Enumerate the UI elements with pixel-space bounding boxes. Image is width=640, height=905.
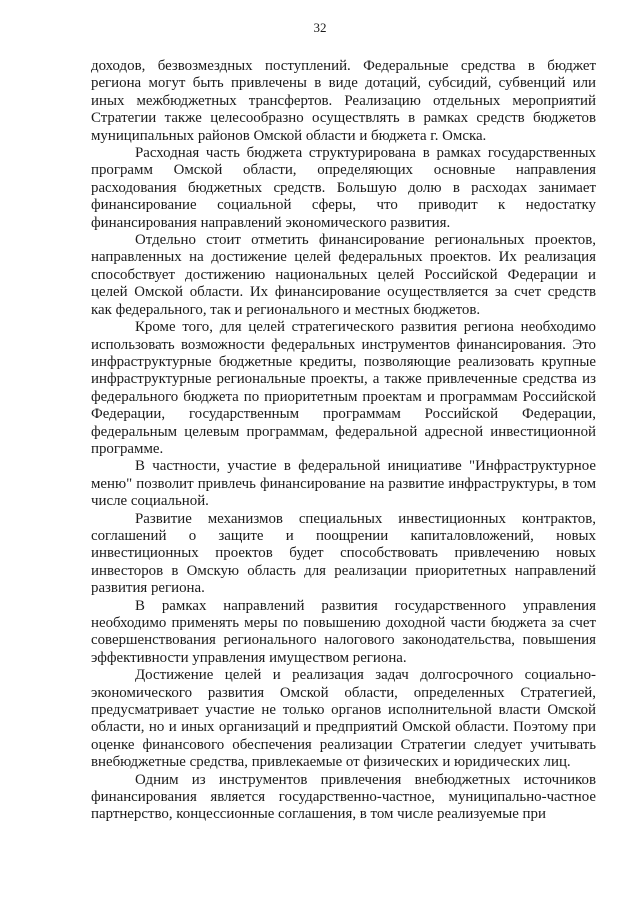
paragraph-4: Кроме того, для целей стратегического развития региона необходимо использовать возможности федеральных инструментов финансирования. Это инфраструктурные бюджетные кредиты, позволяющие реализовать крупные инфраструктурные региональные проекты, а также привлеченные средства из федерального бюджета по приоритетным проектам и программам Российской Федерации, государственным программам Российской Федерации, федеральным целевым программам, федеральной адресной инвестиционной программе. <box>91 319 596 457</box>
paragraph-6: Развитие механизмов специальных инвестиционных контрактов, соглашений о защите и поощрении капиталовложений, новых инвестиционных проектов будет способствовать привлечению новых инвесторов в Омскую область для реализации приоритетных направлений развития региона. <box>91 510 596 597</box>
paragraph-5: В частности, участие в федеральной инициативе "Инфраструктурное меню" позволит привлечь финансирование на развитие инфраструктуры, в том числе социальной. <box>91 458 596 510</box>
paragraph-1: доходов, безвозмездных поступлений. Федеральные средства в бюджет региона могут быть привлечены в виде дотаций, субсидий, субвенций или иных межбюджетных трансфертов. Реализацию отдельных мероприятий Стратегии также целесообразно осуществлять в рамках средств бюджетов муниципальных районов Омской области и бюджета г. Омска. <box>91 58 596 144</box>
paragraph-3: Отдельно стоит отметить финансирование региональных проектов, направленных на достижение целей федеральных проектов. Их реализация способствует достижению национальных целей Российской Федерации и целей Омской области. Их финансирование осуществляется за счет средств как федерального, так и регионального и местных бюджетов. <box>91 232 596 318</box>
body-text <box>91 58 596 824</box>
paragraph-9: Одним из инструментов привлечения внебюджетных источников финансирования является государственно-частное, муниципально-частное партнерство, концессионные соглашения, в том числе реализуемые при <box>91 771 596 823</box>
paragraph-8: Достижение целей и реализация задач долгосрочного социально-экономического развития Омской области, определенных Стратегией, предусматривает участие не только органов исполнительной власти Омской области, но и иных организаций и предприятий Омской области. Поэтому при оценке финансового обеспечения реализации Стратегии следует учитывать внебюджетные средства, привлекаемые от физических и юридических лиц. <box>91 667 596 771</box>
paragraph-7: В рамках направлений развития государственного управления необходимо применять меры по повышению доходной части бюджета за счет совершенствования регионального налогового законодательства, повышения эффективности управления имуществом региона. <box>91 597 596 666</box>
page-number: 32 <box>313 20 327 35</box>
paragraph-2: Расходная часть бюджета структурирована в рамках государственных программ Омской области, определяющих основные направления расходования бюджетных средств. Большую долю в расходах занимает финансирование социальной сферы, что приводит к недостатку финансирования направлений экономического развития. <box>91 145 596 231</box>
